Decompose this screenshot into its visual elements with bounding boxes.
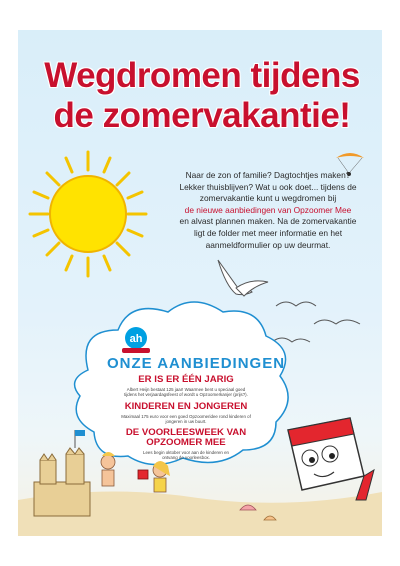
mascot-icon [288, 418, 374, 500]
offer-body-line: ontvang de voorleesbox. [162, 455, 210, 461]
sun-icon [30, 152, 146, 276]
intro-highlight: de nieuwe aanbiedingen van Opzoomer Mee [184, 204, 352, 215]
offers-heading: ONZE AANBIEDINGEN [106, 355, 286, 372]
intro-line: aanmeldformulier op uw deurmat. [205, 239, 331, 250]
page-title [28, 56, 376, 136]
svg-text:ah: ah [129, 333, 143, 345]
title-line-2: de zomervakantie! [53, 96, 351, 135]
intro-line: ligt de folder met meer informatie en het [193, 227, 343, 238]
intro-line: zomervakantie kunt u wegdromen bij [199, 193, 337, 204]
offer-title-line: DE VOORLEESWEEK VAN [125, 427, 247, 438]
offer-body-line: Albert Heijn bestaat 125 jaar! Waarmee bent u speciaal goed [126, 387, 246, 392]
title-line-1: Wegdromen tijdens [44, 56, 360, 95]
intro-line: Lekker thuisblijven? Wat u ook doet... tijdens de [179, 181, 357, 192]
intro-line: Naar de zon of familie? Dagtochtjes maken? [185, 170, 351, 180]
offer-title: KINDEREN EN JONGEREN [124, 401, 248, 412]
offer-body [111, 387, 261, 398]
offer-title: ER IS ER ÉÉN JARIG [138, 374, 234, 385]
offer-body [111, 450, 261, 461]
flyer-page [18, 30, 382, 536]
offer-body-line: jongeren in uw buurt. [165, 419, 207, 425]
offer-body-line: tijdens het verjaardagsfeest of wordt u Opzoomerkanjer (prijs?). [124, 392, 248, 398]
sandcastle-icon [34, 430, 90, 516]
intro-text [168, 170, 368, 251]
intro-line: en alvast plannen maken. Na de zomervakantie [179, 216, 357, 227]
offer-title [86, 428, 286, 448]
offer-title-line: OPZOOMER MEE [146, 437, 226, 448]
offer-body-line: Lees begin oktober voor aan de kinderen en [143, 450, 229, 455]
offer-body-line: Maximaal 175 euro voor een goed Opzoomeridee rond kinderen of [121, 414, 251, 419]
offer-body [111, 414, 261, 425]
